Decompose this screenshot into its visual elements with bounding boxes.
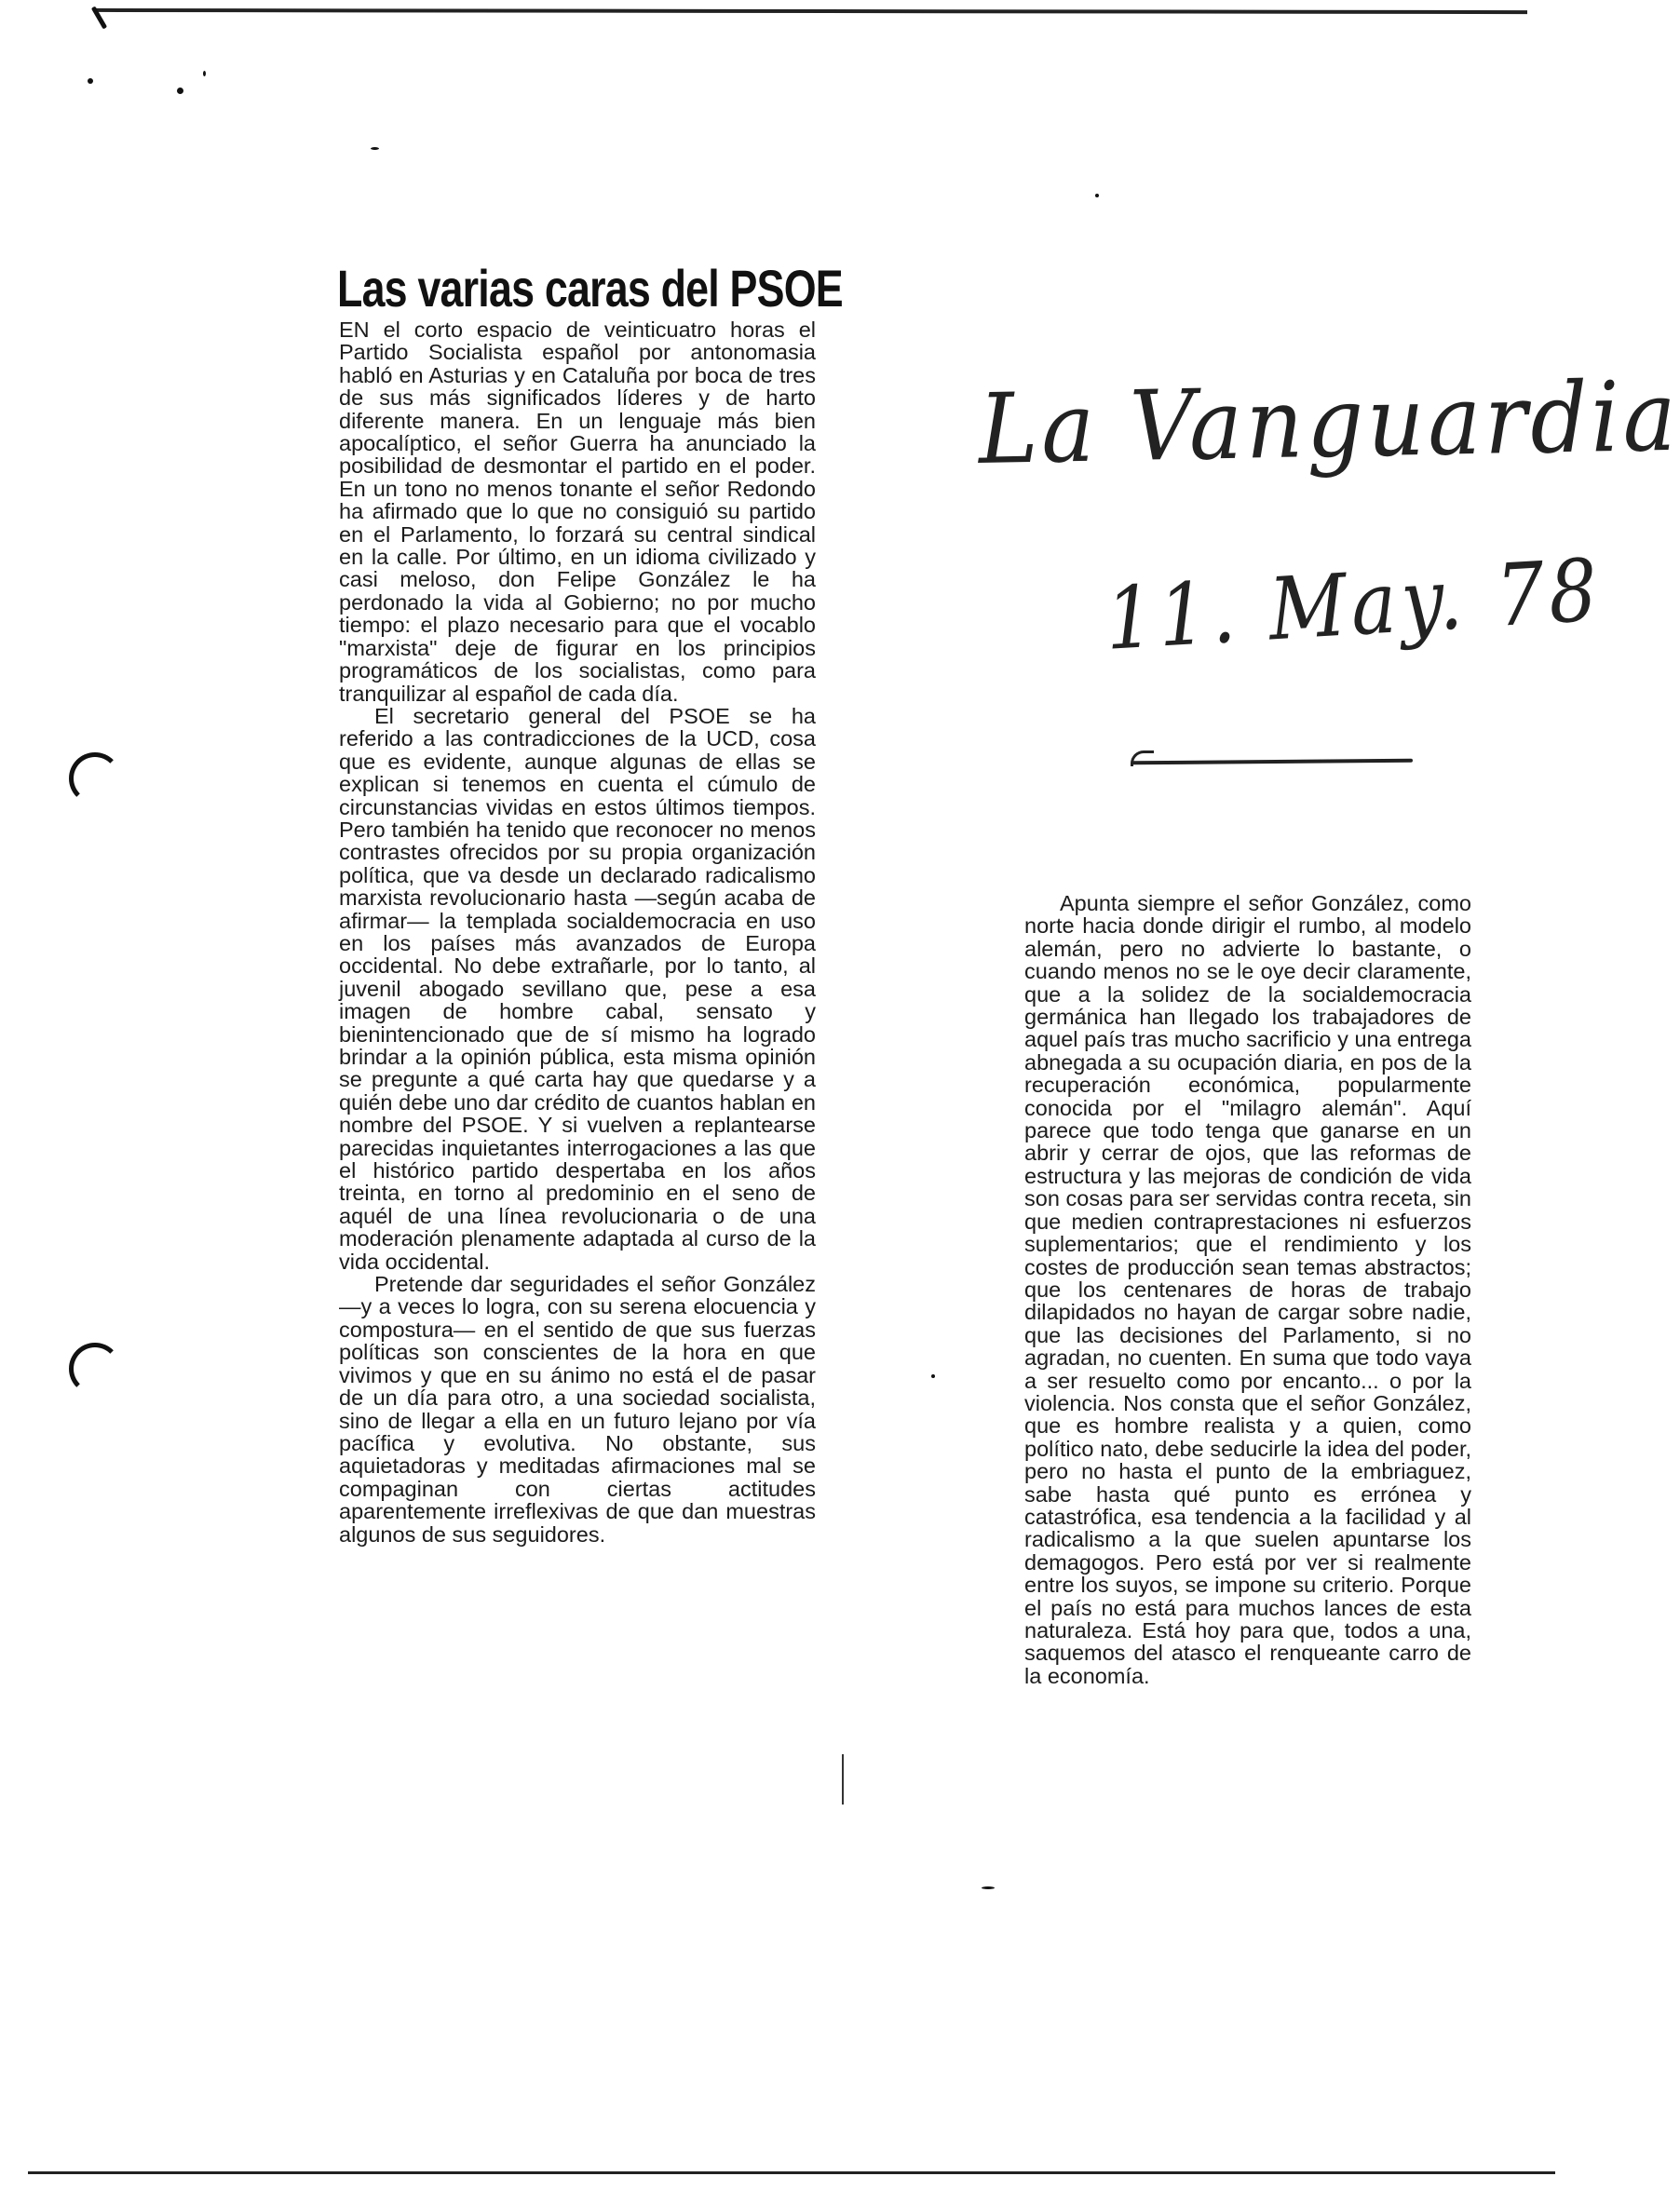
- handwritten-underline: [1131, 759, 1413, 765]
- scan-speck: [203, 71, 206, 76]
- scan-speck: [982, 1886, 995, 1889]
- column-margin-mark: [842, 1754, 844, 1805]
- article-right-column: [1024, 892, 1471, 1687]
- scan-border-top: [93, 8, 1527, 14]
- scan-speck: [931, 1374, 935, 1378]
- punch-hole-mark: [69, 1343, 121, 1395]
- scan-speck: [371, 147, 379, 150]
- scan-speck: [1095, 194, 1099, 197]
- punch-hole-mark: [69, 752, 121, 804]
- handwritten-publication-name: La Vanguardia: [978, 358, 1680, 486]
- scan-speck: [177, 88, 183, 94]
- article-paragraph: Apunta siempre el señor González, como norte hacia donde dirigir el rumbo, al modelo alemán, pero no advierte lo bastante, o cuando menos no se le oye decir claramente, que a la solidez de la socialdemocracia germánica han llegado los trabajadores de aquel país tras mucho sacrificio y una entrega abnegada a su ocupación diaria, en pos de la recuperación económica, popularmente conocida por el "milagro alemán". Aquí parece que todo tenga que ganarse en un abrir y cerrar de ojos, que las reformas de estructura y las mejoras de condición de vida son cosas para ser servidas contra receta, sin que medien contraprestaciones ni esfuerzos suplementarios; que el rendimiento y los costes de producción sean temas abstractos; que los centenares de horas de trabajo dilapidados no hayan de cargar sobre nadie, que las decisiones del Parlamento, si no agradan, no cuenten. En suma que todo vaya a ser resuelto como por encanto... o por la violencia. Nos consta que el señor González, que es hombre realista y a quien, como político nato, debe seducirle la idea del poder, pero no hasta el punto de la embriaguez, sabe hasta qué punto es errónea y catastrófica, esa tendencia a la facilidad y al radicalismo a la que suelen apuntarse los demagogos. Pero está por ver si realmente entre los suyos, se impone su criterio. Porque el país no está para muchos lances de esta naturaleza. Está hoy para que, todos a una, saquemos del atasco el renqueante carro de la economía.: [1024, 891, 1471, 1688]
- scan-border-bottom: [28, 2171, 1555, 2174]
- handwritten-date: 11. May. 78: [1104, 540, 1605, 669]
- scan-speck: [88, 78, 93, 84]
- article-paragraph: EN el corto espacio de veinticuatro horas el Partido Socialista español por antonomasia habló en Asturias y en Cataluña por boca de tres de sus más significados líderes y de harto diferente manera. En un lenguaje más bien apocalíptico, el señor Guerra ha anunciado la posibilidad de desmontar el partido en el poder. En un tono no menos tonante el señor Redondo ha afirmado que lo que no consiguió su partido en el Parlamento, lo forzará su central sindical en la calle. Por último, en un idioma civilizado y casi meloso, don Felipe González le ha perdonado la vida al Gobierno; no por mucho tiempo: el plazo necesario para que el vocablo "marxista" deje de figurar en los principios programáticos de los socialistas, como para tranquilizar al español de cada día.: [339, 318, 816, 706]
- article-paragraph: Pretende dar seguridades el señor González —y a veces lo logra, con su serena elocuencia y compostura— en el sentido de que sus fuerzas políticas son conscientes de la hora en que vivimos y que en su ánimo no está el de pasar de un día para otro, a una sociedad socialista, sino de llegar a ella en un futuro lejano por vía pacífica y evolutiva. No obstante, sus aquietadoras y meditadas afirmaciones mal se compaginan con ciertas actitudes aparentemente irreflexivas de que dan muestras algunos de sus seguidores.: [339, 1272, 816, 1547]
- article-paragraph: El secretario general del PSOE se ha referido a las contradicciones de la UCD, cosa que es evidente, aunque algunas de ellas se explican si tenemos en cuenta el cúmulo de circunstancias vividas en estos últimos tiempos. Pero también ha tenido que reconocer no menos contrastes ofrecidos por su propia organización política, que va desde un declarado radicalismo marxista revolucionario hasta —según acaba de afirmar— la templada socialdemocracia en uso en los países más avanzados de Europa occidental. No debe extrañarle, por lo tanto, al juvenil abogado sevillano que, pese a esa imagen de hombre cabal, sensato y bienintencionado que de sí mismo ha logrado brindar a la opinión pública, esta misma opinión se pregunte a qué carta hay que quedarse y a quién debe uno dar crédito de cuantos hablan en nombre del PSOE. Y si vuelven a replantearse parecidas inquietantes interrogaciones a las que el histórico partido despertaba en los años treinta, en torno al predominio en el seno de aquél de una línea revolucionaria o de una moderación plenamente adaptada al curso de la vida occidental.: [339, 703, 816, 1274]
- article-left-column: [339, 318, 816, 1546]
- article-headline: Las varias caras del PSOE: [337, 259, 843, 318]
